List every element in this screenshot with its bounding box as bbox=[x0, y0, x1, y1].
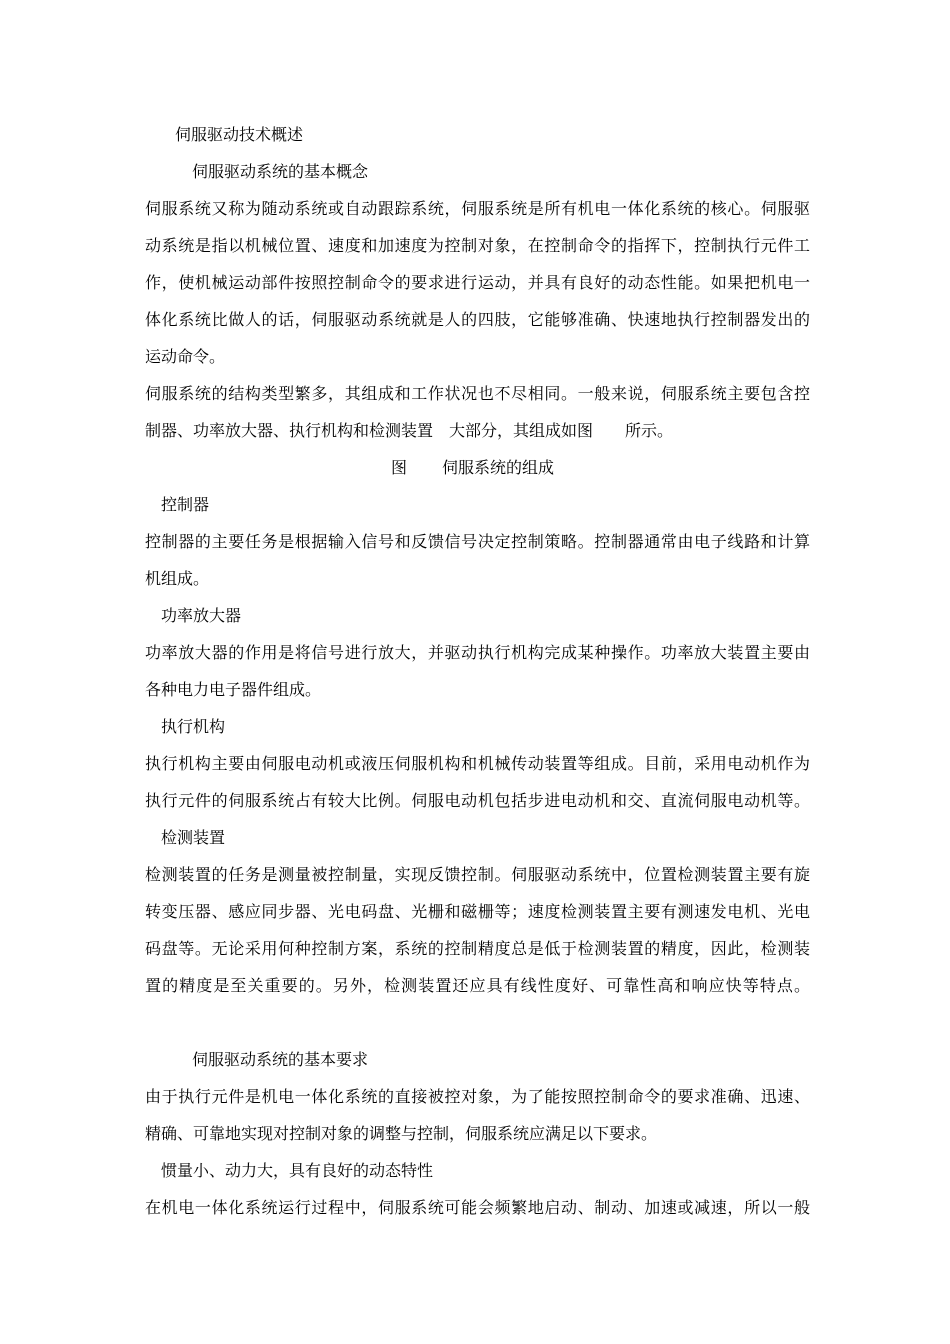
paragraph-line: 控制器的主要任务是根据输入信号和反馈信号决定控制策略。控制器通常由电子线路和计算 bbox=[145, 532, 810, 551]
paragraph-line: 作，使机械运动部件按照控制命令的要求进行运动，并具有良好的动态性能。如果把机电一 bbox=[145, 273, 810, 292]
paragraph-line: 置的精度是至关重要的。另外，检测装置还应具有线性度好、可靠性高和响应快等特点。 bbox=[145, 976, 810, 995]
section-heading-basic-requirements: 伺服驱动系统的基本要求 bbox=[192, 1050, 369, 1069]
paragraph-line: 功率放大器的作用是将信号进行放大，并驱动执行机构完成某种操作。功率放大装置主要由 bbox=[145, 643, 810, 662]
paragraph-line: 由于执行元件是机电一体化系统的直接被控对象，为了能按照控制命令的要求准确、迅速、 bbox=[145, 1087, 810, 1106]
paragraph-line: 伺服系统又称为随动系统或自动跟踪系统，伺服系统是所有机电一体化系统的核心。伺服驱 bbox=[145, 199, 810, 218]
paragraph-line: 在机电一体化系统运行过程中，伺服系统可能会频繁地启动、制动、加速或减速，所以一般 bbox=[145, 1198, 810, 1217]
paragraph-line: 机组成。 bbox=[145, 569, 210, 588]
paragraph-line: 运动命令。 bbox=[145, 347, 226, 366]
document-title: 伺服驱动技术概述 bbox=[175, 125, 304, 144]
paragraph-line: 制器、功率放大器、执行机构和检测装置 大部分，其组成如图 所示。 bbox=[145, 421, 674, 440]
figure-caption-text: 伺服系统的组成 bbox=[442, 458, 555, 477]
paragraph-line: 动系统是指以机械位置、速度和加速度为控制对象，在控制命令的指挥下，控制执行元件工 bbox=[145, 236, 810, 255]
item-heading-detection-device: 检测装置 bbox=[161, 828, 226, 847]
paragraph-line: 精确、可靠地实现对控制对象的调整与控制，伺服系统应满足以下要求。 bbox=[145, 1124, 658, 1143]
item-heading-power-amplifier: 功率放大器 bbox=[161, 606, 242, 625]
figure-caption-label: 图 bbox=[391, 458, 408, 477]
paragraph-line: 执行元件的伺服系统占有较大比例。伺服电动机包括步进电动机和交、直流伺服电动机等。 bbox=[145, 791, 810, 810]
paragraph-line: 伺服系统的结构类型繁多，其组成和工作状况也不尽相同。一般来说，伺服系统主要包含控 bbox=[145, 384, 810, 403]
paragraph-line: 检测装置的任务是测量被控制量，实现反馈控制。伺服驱动系统中，位置检测装置主要有旋 bbox=[145, 865, 810, 884]
paragraph-line: 各种电力电子器件组成。 bbox=[145, 680, 322, 699]
item-heading-actuator: 执行机构 bbox=[161, 717, 226, 736]
paragraph-line: 转变压器、感应同步器、光电码盘、光栅和磁栅等；速度检测装置主要有测速发电机、光电 bbox=[145, 902, 810, 921]
section-heading-basic-concept: 伺服驱动系统的基本概念 bbox=[192, 162, 369, 181]
requirement-heading: 惯量小、动力大，具有良好的动态特性 bbox=[161, 1161, 434, 1180]
paragraph-line: 体化系统比做人的话，伺服驱动系统就是人的四肢，它能够准确、快速地执行控制器发出的 bbox=[145, 310, 810, 329]
paragraph-line: 码盘等。无论采用何种控制方案，系统的控制精度总是低于检测装置的精度，因此，检测装 bbox=[145, 939, 810, 958]
paragraph-line: 执行机构主要由伺服电动机或液压伺服机构和机械传动装置等组成。目前，采用电动机作为 bbox=[145, 754, 810, 773]
item-heading-controller: 控制器 bbox=[161, 495, 210, 514]
